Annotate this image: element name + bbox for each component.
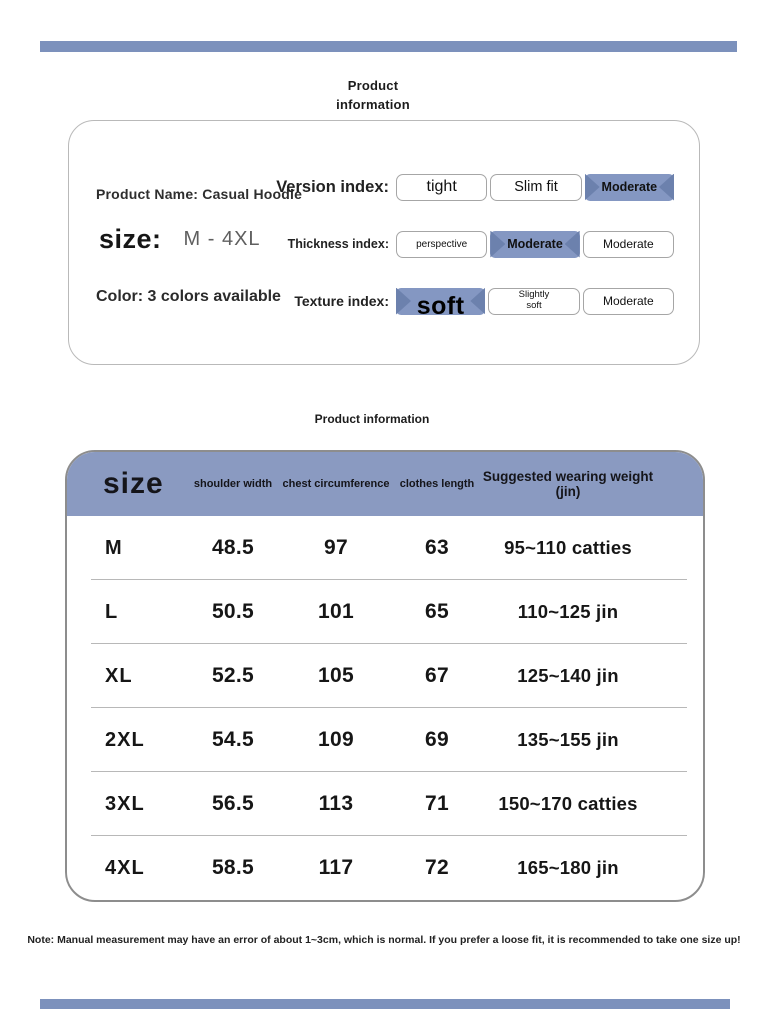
size-range-value: M - 4XL xyxy=(183,228,261,250)
cell-size: XL xyxy=(105,664,133,687)
page-title-line2: information xyxy=(336,96,410,112)
segment-label: Slightly soft xyxy=(518,289,550,311)
thickness-index-scale xyxy=(396,231,674,258)
index-segment xyxy=(396,231,487,258)
version-index-scale xyxy=(396,174,674,201)
cell-shoulder: 52.5 xyxy=(211,664,255,687)
header-chest-circumference: chest circumference xyxy=(282,477,390,490)
cell-size: M xyxy=(105,536,123,559)
cell-length: 72 xyxy=(425,856,449,879)
thickness-index-label: Thickness index: xyxy=(287,237,389,251)
index-segment xyxy=(583,288,674,315)
cell-length: 65 xyxy=(425,600,449,623)
table-row xyxy=(67,644,703,708)
cell-chest: 97 xyxy=(324,536,348,559)
cell-size: L xyxy=(105,600,119,623)
cell-chest: 101 xyxy=(318,600,354,623)
segment-label: Moderate xyxy=(507,237,563,251)
top-accent-bar xyxy=(40,41,737,52)
texture-index-scale xyxy=(396,288,674,320)
cell-chest: 113 xyxy=(318,792,354,815)
size-table-body xyxy=(67,516,703,900)
color-info: Color: 3 colors available xyxy=(96,288,281,305)
cell-shoulder: 50.5 xyxy=(211,600,255,623)
segment-label: Moderate xyxy=(602,237,654,251)
thickness-index-row xyxy=(219,230,674,258)
header-clothes-length: clothes length xyxy=(399,477,475,490)
cell-shoulder: 48.5 xyxy=(211,536,255,559)
segment-label: perspective xyxy=(416,238,468,250)
cell-shoulder: 54.5 xyxy=(211,728,255,751)
segment-label: Moderate xyxy=(601,180,658,194)
segment-label: soft xyxy=(416,291,465,320)
cell-weight: 95~110 catties xyxy=(504,537,632,558)
cell-weight: 110~125 jin xyxy=(517,601,619,622)
size-label: size: xyxy=(99,224,162,254)
texture-index-row xyxy=(219,287,674,320)
cell-size: 3XL xyxy=(105,792,145,815)
table-section-title: Product information xyxy=(314,412,430,426)
table-row xyxy=(67,708,703,772)
header-shoulder-width: shoulder width xyxy=(193,477,273,490)
table-row xyxy=(67,516,703,580)
cell-chest: 109 xyxy=(318,728,354,751)
index-segment-selected xyxy=(585,174,674,201)
index-segment xyxy=(490,174,581,201)
index-segment-selected xyxy=(396,288,485,320)
cell-length: 69 xyxy=(425,728,449,751)
measurement-note: Note: Manual measurement may have an error of about 1~3cm, which is normal. If you prefer a loose fit, it is recommended to take one size up! xyxy=(27,934,741,946)
table-row xyxy=(67,836,703,900)
index-segment-selected xyxy=(490,231,579,258)
index-segment xyxy=(583,231,674,258)
cell-chest: 105 xyxy=(318,664,354,687)
size-table xyxy=(65,450,705,902)
cell-length: 71 xyxy=(425,792,449,815)
bottom-accent-bar xyxy=(40,999,730,1009)
cell-weight: 125~140 jin xyxy=(517,665,619,686)
index-segment xyxy=(488,288,579,315)
segment-label: Moderate xyxy=(602,294,654,308)
cell-length: 63 xyxy=(425,536,449,559)
table-row xyxy=(67,772,703,836)
texture-index-label: Texture index: xyxy=(294,293,389,309)
page-title xyxy=(0,77,746,115)
cell-weight: 135~155 jin xyxy=(517,729,619,750)
product-name: Product Name: Casual Hoodie xyxy=(96,186,303,202)
cell-weight: 165~180 jin xyxy=(517,857,619,878)
product-summary-card xyxy=(68,120,700,365)
page-title-line1: Product xyxy=(347,78,399,93)
segment-label: Slim fit xyxy=(514,179,558,195)
size-table-header xyxy=(67,452,703,516)
segment-label: tight xyxy=(426,178,457,195)
cell-shoulder: 56.5 xyxy=(211,792,255,815)
cell-chest: 117 xyxy=(318,856,354,879)
index-segment xyxy=(396,174,487,201)
table-row xyxy=(67,580,703,644)
version-index-row xyxy=(219,173,674,201)
version-index-label: Version index: xyxy=(276,177,389,196)
cell-size: 2XL xyxy=(105,728,145,751)
cell-size: 4XL xyxy=(105,856,145,879)
cell-weight: 150~170 catties xyxy=(498,793,638,814)
header-suggested-weight: Suggested wearing weight (jin) xyxy=(482,469,654,499)
cell-shoulder: 58.5 xyxy=(211,856,255,879)
cell-length: 67 xyxy=(425,664,449,687)
header-size: size xyxy=(103,467,164,500)
